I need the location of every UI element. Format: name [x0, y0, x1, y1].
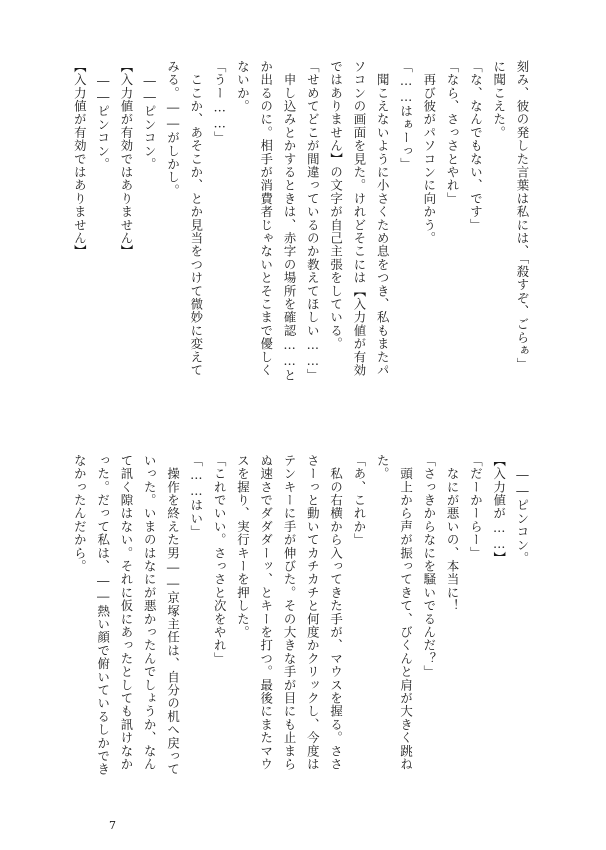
- text-line: なかったんだから。: [72, 454, 88, 573]
- text-line: ここか、あそこか、とか見当をつけて微妙に変えて: [188, 60, 204, 377]
- text-line: 「な、なんでもない、です」: [468, 60, 484, 232]
- text-line: 聞こえないように小さくため息をつき、私もまたパ: [375, 60, 391, 377]
- text-line: 「せめてどこが間違っているのか教えてほしい……」: [305, 60, 321, 382]
- text-line: ではありません】の文字が自己主張をしている。: [328, 60, 344, 351]
- page-number: 7: [109, 819, 116, 832]
- text-line: 【入力値が有効ではありません】: [72, 60, 88, 258]
- text-line: みる。――がしかし。: [165, 60, 181, 198]
- text-line: 刻み、彼の発した言葉は私には、「殺すぞ、ごらぁ」: [515, 60, 530, 371]
- text-line: 再び彼がパソコンに向かう。: [421, 60, 437, 245]
- text-line: 申し込みとかするときは、赤字の場所を確認……と: [282, 60, 298, 382]
- text-line: 操作を終えた男――京塚主任は、自分の机へ戻って: [165, 454, 181, 776]
- text-line: ぬ速さでダダダーッ、とキーを打つ。最後にまたマウ: [258, 454, 274, 771]
- text-line: 「あ、これか」: [351, 454, 367, 547]
- text-line: さーっと動いてカチカチと何度かクリックし、今度は: [305, 454, 321, 771]
- text-line: テンキーに手が伸びた。その大きな手が目にも止まら: [282, 454, 298, 771]
- text-line: 頭上から声が振ってきて、びくんと肩が大きく跳ね: [398, 454, 414, 771]
- lower-text-block: [68, 454, 534, 829]
- text-line: った。だって私は、――熱い顔で俯いているしかでき: [95, 454, 111, 776]
- text-line: 「……はぁーっ」: [398, 60, 414, 171]
- text-line: か出るのに。相手が消費者じゃないとそこまで優しく: [258, 60, 274, 377]
- text-line: 「なら、さっさとやれ」: [445, 60, 461, 206]
- text-line: 「うー……」: [212, 60, 228, 145]
- text-line: いった。いまのはなにが悪かったんでしょうか、なん: [142, 454, 158, 771]
- text-line: 「さっきからなにを騒いでるんだ？」: [421, 454, 437, 679]
- text-line: ――ピンコン。: [142, 60, 158, 171]
- text-line: た。: [375, 454, 391, 481]
- text-line: 「だーかーらー」: [468, 454, 484, 560]
- upper-text-block: [68, 60, 534, 435]
- text-line: 【入力値が……】: [491, 454, 507, 565]
- text-line: に聞こえた。: [491, 60, 507, 140]
- text-line: 【入力値が有効ではありません】: [118, 60, 134, 258]
- text-line: ソコンの画面を見た。けれどそこには【入力値が有効: [351, 60, 367, 377]
- text-line: スを握り、実行キーを押した。: [235, 454, 251, 639]
- text-line: 私の右横から入ってきた手が、マウスを握る。ささ: [328, 454, 344, 771]
- text-line: 「これでいい。さっさと次をやれ」: [212, 454, 228, 666]
- text-line: 「……はい」: [188, 454, 204, 539]
- text-line: ないか。: [235, 60, 251, 113]
- text-line: ――ピンコン。: [95, 60, 111, 171]
- text-line: なにが悪いの、本当に！: [445, 454, 461, 613]
- text-line: ――ピンコン。: [515, 454, 530, 565]
- text-line: て訊く隙はない。それに仮にあったとしても訊けなか: [118, 454, 134, 771]
